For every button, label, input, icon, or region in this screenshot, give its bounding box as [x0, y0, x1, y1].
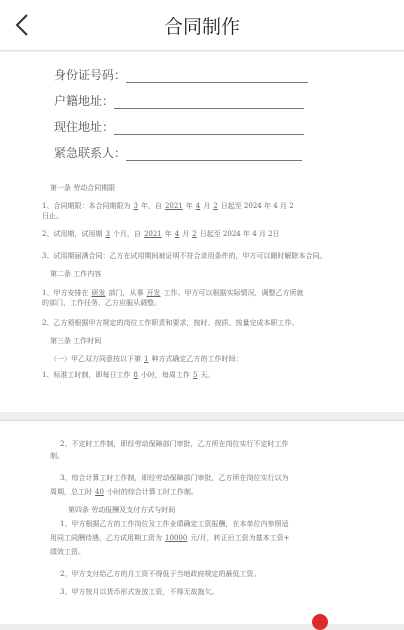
contract-line: 1、甲方根据乙方的工作岗位及工作业绩确定工资报酬，在本单位内参照适: [60, 520, 289, 528]
contract-line: 日止。: [42, 212, 63, 220]
contract-line: 周期，总工时 40 小时的综合计算工时工作制。: [50, 488, 198, 496]
household-address-field[interactable]: [54, 92, 304, 109]
section-heading: 第二条 工作内容: [50, 270, 102, 278]
contract-line: 2、试用期，试用期 3 个月，自 2021 年 4 月 2 日起至 2024 年 4 月 2日: [42, 230, 280, 238]
emergency-contact-field[interactable]: [54, 144, 302, 161]
section-heading: 第四条 劳动报酬及支付方式与时间: [68, 506, 176, 514]
field-line: [126, 148, 302, 161]
field-line: [114, 96, 304, 109]
field-label: 紧急联系人：: [54, 146, 127, 160]
contract-page-1: [0, 52, 404, 412]
contract-page-2: [0, 420, 404, 624]
notification-dot[interactable]: [312, 614, 328, 630]
section-heading: 第三条 工作时间: [50, 337, 102, 345]
contract-line: 3、甲方按月以货币形式发放工资，不得无故拖欠。: [60, 588, 219, 596]
top-nav-bar: [0, 0, 404, 51]
field-line: [114, 122, 304, 135]
contract-line: 3、综合计算工时工作制，即经劳动保障部门审批，乙方所在岗位实行以为: [60, 474, 289, 482]
contract-line: 用同工同酬待遇，乙方试用期工资为 10000 元/月，转正后工资为基本工资+: [50, 534, 290, 542]
field-label: 户籍地址：: [54, 94, 115, 108]
field-label: 现住地址：: [54, 120, 115, 134]
current-address-field[interactable]: [54, 118, 304, 135]
contract-line: 2、乙方须根据甲方规定的岗位工作职责和要求，按时、按质、按量完成本职工作。: [42, 319, 299, 327]
contract-line: 1、甲方安排在 研发 部门，从事 开发 工作。甲方可以根据实际情况，调整乙方所就: [42, 289, 304, 297]
contract-line: 绩效工资。: [50, 548, 85, 556]
id-number-field[interactable]: [54, 66, 308, 83]
contract-line: 3、试用期届满合同：乙方在试用期间被证明不符合录用条件的，甲方可以随时解除本合同。: [42, 252, 327, 260]
contract-line: 1、合同期限：本合同期限为 3 年，自 2021 年 4 月 2 日起至 2024 年 4 月 2: [42, 202, 294, 210]
contract-line: 的部门、工作任务，乙方应服从调整。: [42, 299, 161, 307]
section-heading: 第一条 劳动合同期限: [50, 184, 116, 192]
field-label: 身份证号码：: [54, 68, 127, 82]
contract-line: 1、标准工时制，即每日工作 8 小时，每周工作 5 天。: [42, 371, 215, 379]
contract-line: 2、甲方支付给乙方的月工资不得低于当地政府规定的最低工资。: [60, 570, 261, 578]
contract-line: 2、不定时工作制，即经劳动保障部门审批，乙方所在岗位实行不定时工作: [60, 440, 289, 448]
field-line: [126, 70, 308, 83]
contract-line: 制。: [50, 452, 64, 460]
contract-line: （一）甲乙双方同意按以下第 1 种方式确定乙方的工作时间：: [50, 355, 243, 363]
page-title: 合同制作: [163, 16, 240, 38]
